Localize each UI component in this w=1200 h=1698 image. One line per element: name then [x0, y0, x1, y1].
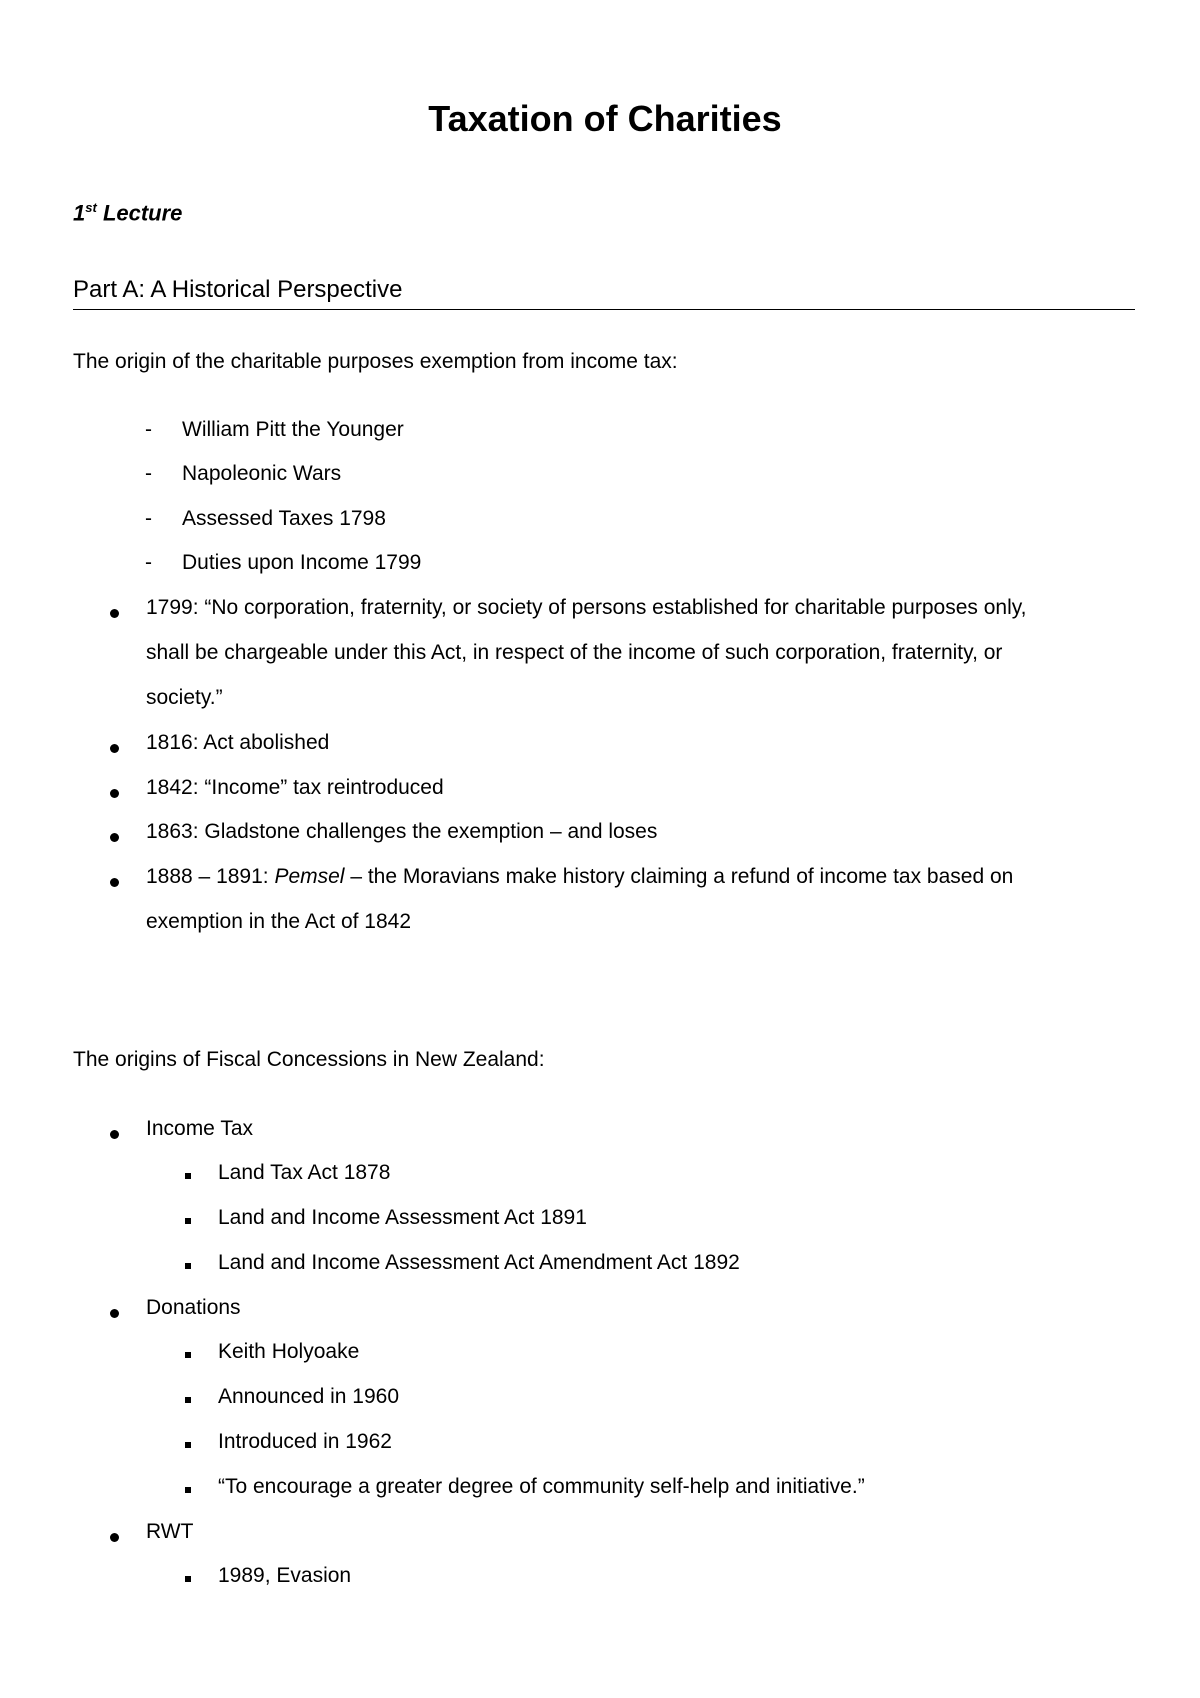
bullet-1842: 1842: “Income” tax reintroduced [146, 776, 444, 799]
sub-item: Land and Income Assessment Act 1891 [218, 1206, 587, 1229]
square-bullet-marker [185, 1218, 191, 1224]
square-bullet-marker [185, 1397, 191, 1403]
bullet-1888-rest: – the Moravians make history claiming a refund of income tax based on [344, 865, 1014, 888]
lecture-heading [73, 200, 182, 226]
bullet-marker [110, 1309, 119, 1318]
square-bullet-marker [185, 1352, 191, 1358]
dash-marker: - [145, 462, 152, 485]
lecture-ordinal-suffix: st [85, 200, 97, 215]
square-bullet-marker [185, 1576, 191, 1582]
bullet-1799-line3: society.” [146, 686, 223, 709]
dash-item-text: Duties upon Income 1799 [182, 551, 422, 574]
group-donations: Donations [146, 1296, 241, 1319]
bullet-1888-line2: exemption in the Act of 1842 [146, 910, 412, 933]
bullet-1799-line1: 1799: “No corporation, fraternity, or society of persons established for charitable purposes only, [146, 596, 1027, 619]
document-title: Taxation of Charities [428, 98, 782, 139]
bullet-1799-line2: shall be chargeable under this Act, in respect of the income of such corporation, fraternity, or [146, 641, 1003, 664]
pemsel-case-name: Pemsel [274, 865, 345, 888]
dash-item-text: William Pitt the Younger [182, 418, 404, 441]
bullet-marker [110, 789, 119, 798]
dash-marker: - [145, 507, 152, 530]
dash-marker: - [145, 418, 152, 441]
part-a-heading: Part A: A Historical Perspective [73, 276, 403, 303]
square-bullet-marker [185, 1442, 191, 1448]
sub-item: Introduced in 1962 [218, 1430, 392, 1453]
section1-intro: The origin of the charitable purposes exemption from income tax: [73, 350, 678, 373]
group-income-tax: Income Tax [146, 1117, 253, 1140]
sub-item: Keith Holyoake [218, 1340, 360, 1363]
bullet-marker [110, 1130, 119, 1139]
section2-intro: The origins of Fiscal Concessions in New Zealand: [73, 1048, 545, 1071]
group-rwt: RWT [146, 1520, 194, 1543]
bullet-marker [110, 878, 119, 887]
sub-item: “To encourage a greater degree of community self-help and initiative.” [218, 1475, 865, 1498]
sub-item: Announced in 1960 [218, 1385, 399, 1408]
bullet-marker [110, 744, 119, 753]
bullet-1888-prefix: 1888 – 1891: [146, 865, 275, 888]
dash-item-text: Napoleonic Wars [182, 462, 342, 485]
bullet-1863: 1863: Gladstone challenges the exemption – and loses [146, 820, 658, 843]
heading-underline [73, 309, 1135, 310]
square-bullet-marker [185, 1173, 191, 1179]
square-bullet-marker [185, 1487, 191, 1493]
sub-item: Land and Income Assessment Act Amendment Act 1892 [218, 1251, 740, 1274]
square-bullet-marker [185, 1263, 191, 1269]
lecture-word: Lecture [102, 200, 183, 226]
bullet-marker [110, 833, 119, 842]
bullet-1816: 1816: Act abolished [146, 731, 330, 754]
sub-item: 1989, Evasion [218, 1564, 352, 1587]
bullet-marker [110, 1533, 119, 1542]
dash-item-text: Assessed Taxes 1798 [182, 507, 386, 530]
dash-marker: - [145, 551, 152, 574]
sub-item: Land Tax Act 1878 [218, 1161, 391, 1184]
bullet-marker [110, 609, 119, 618]
lecture-number: 1 [73, 200, 86, 226]
bullet-1888-line1 [146, 865, 1013, 889]
